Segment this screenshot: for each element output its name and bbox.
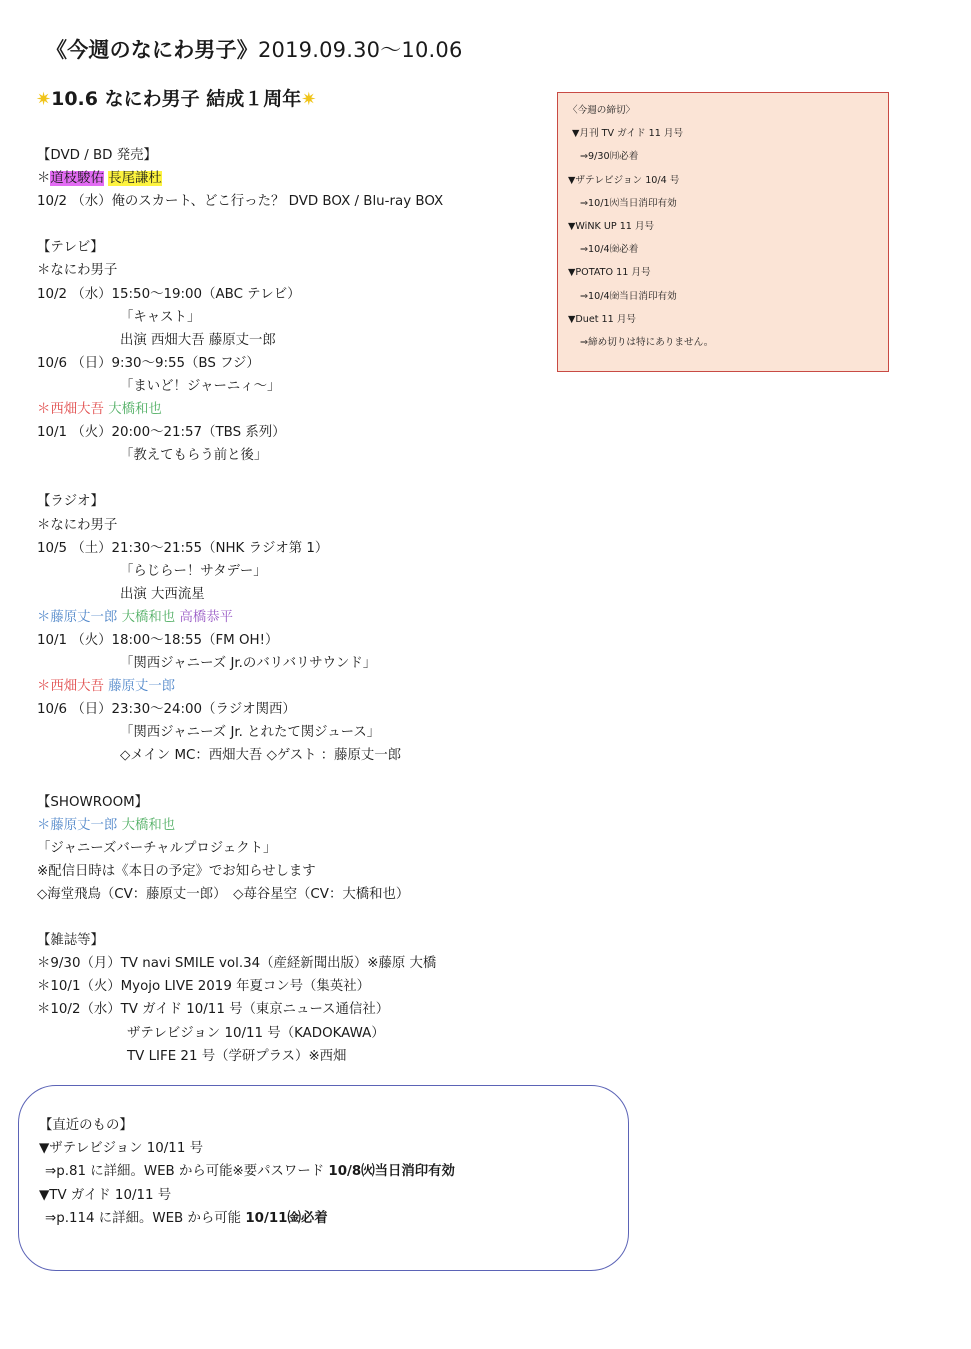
recent-item-detail: ⇒p.81 に詳細。WEB から可能※要パスワード 10/8㈫当日消印有効 xyxy=(45,1164,455,1180)
star-icon: ✷ xyxy=(36,89,52,110)
anniversary-text: 10.6 なにわ男子 結成１周年 xyxy=(51,88,302,110)
recent-item-title: ▼ザテレビジョン 10/11 号 xyxy=(39,1141,203,1157)
anniversary-heading xyxy=(36,84,316,111)
deadline-date: ⇒締め切りは特にありません。 xyxy=(580,336,714,348)
member-nagao: 長尾謙杜 xyxy=(108,171,162,187)
radio-program-title: 「関西ジャニーズ Jr.のバリバリサウンド」 xyxy=(120,656,377,672)
tv-cast: 出演 西畑大吾 藤原丈一郎 xyxy=(120,332,276,348)
tv-group-label: ＊なにわ男子 xyxy=(37,263,118,279)
deadline-date: ⇒10/1㈫当日消印有効 xyxy=(580,197,677,209)
recent-heading: 【直近のもの】 xyxy=(39,1118,133,1133)
deadline-item: ▼月刊 TV ガイド 11 月号 xyxy=(572,128,684,140)
showroom-heading: 【SHOWROOM】 xyxy=(37,794,149,810)
star-icon: ✷ xyxy=(301,89,317,110)
radio-mc-guest: ◇メイン MC：西畑大吾 ◇ゲスト ：藤原丈一郎 xyxy=(120,748,402,764)
showroom-title: 「ジャニーズバーチャルプロジェクト」 xyxy=(37,840,277,856)
deadline-item: ▼ザテレビジョン 10/4 号 xyxy=(568,174,680,186)
recent-box xyxy=(18,1085,629,1271)
document-title xyxy=(46,34,463,64)
deadline-item: ▼POTATO 11 月号 xyxy=(568,267,651,279)
deadline-date: ⇒10/4㈮当日消印有効 xyxy=(580,290,677,302)
member-michieda: 道枝駿佑 xyxy=(50,171,104,187)
magazine-line: ザテレビジョン 10/11 号（KADOKAWA） xyxy=(127,1025,385,1041)
showroom-members: ＊藤原丈一郎 大橋和也 xyxy=(37,817,176,833)
deadline-box xyxy=(557,92,889,372)
tv-program-title: 「まいど！ジャーニィ〜」 xyxy=(120,378,281,394)
recent-item-detail: ⇒p.114 に詳細。WEB から可能 10/11㈮必着 xyxy=(45,1210,328,1226)
member-nishihata: 西畑大吾 xyxy=(50,402,104,418)
showroom-note: ※配信日時は《本日の予定》でお知らせします xyxy=(37,863,316,879)
recent-item-title: ▼TV ガイド 10/11 号 xyxy=(39,1187,172,1203)
radio-members: ＊西畑大吾 藤原丈一郎 xyxy=(37,679,176,695)
member-nishihata: 西畑大吾 xyxy=(50,679,104,695)
dvd-members: ＊道枝駿佑 長尾謙杜 xyxy=(37,171,162,187)
tv-schedule-line: 10/6 （日）9:30〜9:55（BS フジ） xyxy=(37,355,260,371)
title-label: 《今週のなにわ男子》 xyxy=(46,38,258,62)
magazine-line: ＊9/30（月）TV navi SMILE vol.34（産経新聞出版）※藤原 大橋 xyxy=(37,956,437,972)
deadline-date: ⇒10/4㈮必着 xyxy=(580,244,639,256)
radio-cast: 出演 大西流星 xyxy=(120,586,205,602)
tv-program-title: 「キャスト」 xyxy=(120,309,201,325)
title-dates: 2019.09.30〜10.06 xyxy=(258,38,463,62)
radio-schedule-line: 10/1 （火）18:00〜18:55（FM OH!） xyxy=(37,632,279,648)
magazines-heading: 【雑誌等】 xyxy=(37,933,104,949)
member-fujiwara: 藤原丈一郎 xyxy=(50,609,118,625)
tv-schedule-line: 10/2 （水）15:50〜19:00（ABC テレビ） xyxy=(37,286,301,302)
tv-members: ＊西畑大吾 大橋和也 xyxy=(37,402,162,418)
tv-heading: 【テレビ】 xyxy=(37,240,104,256)
schedule-list xyxy=(37,144,537,1068)
member-fujiwara: 藤原丈一郎 xyxy=(108,679,176,695)
deadline-date: ⇒9/30㈪必着 xyxy=(580,151,639,163)
dvd-item: 10/2 （水）俺のスカート、どこ行った？ DVD BOX / Blu-ray BOX xyxy=(37,194,444,210)
recent-item-deadline: 10/8㈫当日消印有効 xyxy=(328,1164,455,1180)
radio-heading: 【ラジオ】 xyxy=(37,494,104,510)
radio-schedule-line: 10/6 （日）23:30〜24:00（ラジオ関西） xyxy=(37,702,296,718)
magazine-line: ＊10/1（火）Myojo LIVE 2019 年夏コン号（集英社） xyxy=(37,979,370,995)
tv-program-title: 「教えてもらう前と後」 xyxy=(120,448,268,464)
radio-program-title: 「らじらー！サタデー」 xyxy=(120,563,267,579)
deadline-item: ▼Duet 11 月号 xyxy=(568,313,637,325)
radio-program-title: 「関西ジャニーズ Jr. とれたて関ジュース」 xyxy=(120,725,381,741)
magazine-line: TV LIFE 21 号（学研プラス）※西畑 xyxy=(127,1048,347,1064)
member-fujiwara: 藤原丈一郎 xyxy=(50,817,118,833)
deadline-item: ▼WiNK UP 11 月号 xyxy=(568,220,655,232)
dvd-heading: 【DVD / BD 発売】 xyxy=(37,148,157,163)
radio-members: ＊藤原丈一郎 大橋和也 高橋恭平 xyxy=(37,609,233,625)
magazine-line: ＊10/2（水）TV ガイド 10/11 号（東京ニュース通信社） xyxy=(37,1002,390,1018)
radio-group-label: ＊なにわ男子 xyxy=(37,517,118,533)
tv-schedule-line: 10/1 （火）20:00〜21:57（TBS 系列） xyxy=(37,425,286,441)
member-ohashi: 大橋和也 xyxy=(121,609,176,625)
deadline-heading: 〈今週の締切〉 xyxy=(568,105,636,116)
radio-schedule-line: 10/5 （土）21:30〜21:55（NHK ラジオ第 1） xyxy=(37,540,329,556)
recent-item-deadline: 10/11㈮必着 xyxy=(245,1210,328,1226)
member-takahashi: 高橋恭平 xyxy=(179,609,233,625)
member-ohashi: 大橋和也 xyxy=(121,817,176,833)
showroom-roles: ◇海堂飛鳥（CV：藤原丈一郎） ◇苺谷星空（CV：大橋和也） xyxy=(37,887,410,902)
member-ohashi: 大橋和也 xyxy=(108,402,162,418)
